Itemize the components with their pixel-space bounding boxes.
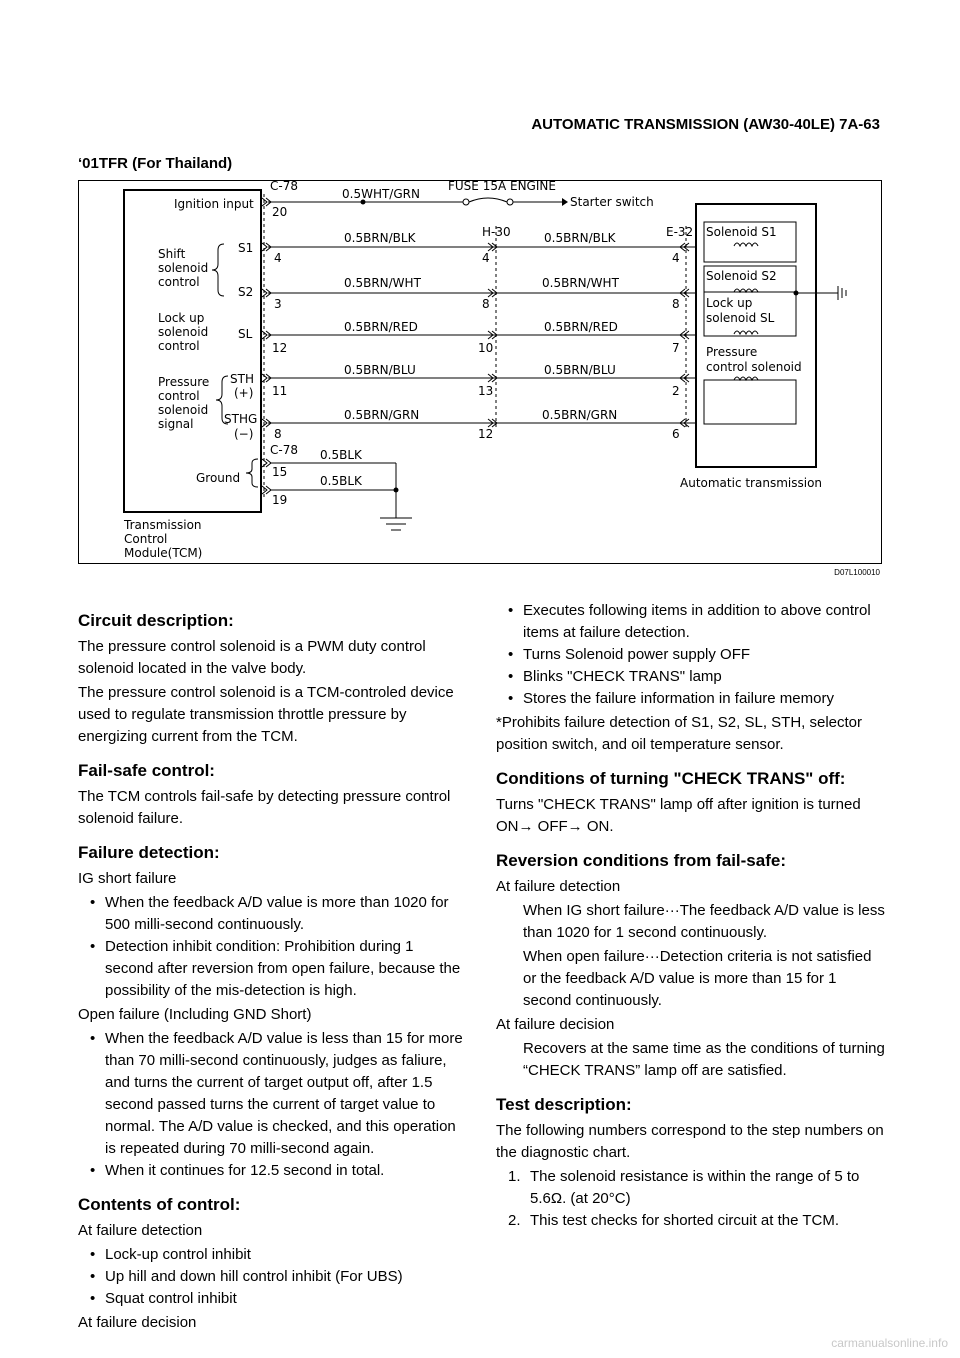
reversion-d1: When IG short failure···The feedback A/D value is less than 1020 for 1 second continuously.	[523, 902, 885, 941]
h30-pin-4: 4	[482, 251, 490, 265]
ig-short-label: IG short failure	[78, 870, 177, 887]
h30-pin-10: 10	[478, 341, 494, 355]
h30-pin-8: 8	[482, 297, 490, 311]
pressure-label-1: Pressure	[158, 375, 210, 389]
wire-brn-blk-2: 0.5BRN/BLK	[544, 231, 616, 245]
connector-e32: E-32	[666, 225, 694, 239]
prohibit-note: *Prohibits failure detection of S1, S2, SL, STH, selector position switch, and oil temperature sensor.	[496, 714, 863, 753]
list-item: • Lock-up control inhibit	[78, 1244, 466, 1266]
pressure-label-3: solenoid	[158, 403, 209, 417]
lockup-label-2: solenoid	[158, 325, 209, 339]
reversion-heading: Reversion conditions from fail-safe:	[496, 851, 786, 870]
open-failure-label: Open failure (Including GND Short)	[78, 1006, 312, 1023]
ground-label: Ground	[196, 471, 241, 485]
pin-sth-sign: (+)	[234, 386, 254, 400]
figure-code: D07L100010	[834, 568, 880, 577]
connector-h30: H-30	[482, 225, 511, 239]
wire-brn-wht-2: 0.5BRN/WHT	[542, 276, 619, 290]
connector-c78: C-78	[270, 180, 298, 193]
lockup-solenoid-label-2: solenoid SL	[706, 311, 775, 325]
e32-pin-2: 2	[672, 384, 680, 398]
reversion-d3: Recovers at the same time as the conditions of turning “CHECK TRANS” lamp off are satisfied.	[523, 1040, 885, 1079]
tcm-pin-15: 15	[272, 465, 288, 479]
pressure-label-2: control	[158, 389, 200, 403]
starter-switch-label: Starter switch	[570, 195, 654, 209]
e32-pin-6: 6	[672, 427, 680, 441]
e32-pin-7: 7	[672, 341, 680, 355]
solenoid-s1-label: Solenoid S1	[706, 225, 777, 239]
list-item: • When the feedback A/D value is more than 1020 for 500 milli-second continuously.	[78, 892, 466, 936]
failure-heading: Failure detection:	[78, 843, 220, 862]
shift-label-1: Shift	[158, 247, 186, 261]
failsafe-heading: Fail-safe control:	[78, 761, 215, 780]
test-step: 2. This test checks for shorted circuit at the TCM.	[508, 1212, 839, 1229]
pin-sthg-sign: (−)	[234, 427, 254, 441]
e32-pin-8: 8	[672, 297, 680, 311]
pressure-solenoid-label-2: control solenoid	[706, 360, 802, 374]
lockup-solenoid-label-1: Lock up	[706, 296, 753, 310]
reversion-d2: When open failure···Detection criteria is not satisfied or the feedback A/D value is more than 15 for 1 second continuously.	[523, 948, 872, 1009]
tcm-label-1: Transmission	[124, 518, 202, 532]
pin-s2: S2	[238, 285, 254, 299]
lockup-label-3: control	[158, 339, 200, 353]
automatic-transmission-label: Automatic transmission	[680, 476, 823, 490]
list-item: • Executes following items in addition to above control items at failure detection.	[496, 600, 888, 644]
tcm-pin-20: 20	[272, 205, 288, 219]
wire-brn-grn-1: 0.5BRN/GRN	[344, 408, 420, 422]
test-p1: The following numbers correspond to the step numbers on the diagnostic chart.	[496, 1122, 884, 1161]
pressure-solenoid-label-1: Pressure	[706, 345, 758, 359]
footer-watermark: carmanualsonline.info	[831, 1336, 948, 1350]
tcm-pin-8: 8	[274, 427, 282, 441]
tcm-pin-11: 11	[272, 384, 288, 398]
check-off-p1: Turns "CHECK TRANS" lamp off after ignition is turned ON→ OFF→ ON.	[496, 796, 861, 835]
h30-pin-12: 12	[478, 427, 494, 441]
list-item: • Squat control inhibit	[78, 1288, 466, 1310]
connector-c78-ground: C-78	[270, 443, 298, 457]
wire-brn-wht-1: 0.5BRN/WHT	[344, 276, 421, 290]
wire-brn-blu-2: 0.5BRN/BLU	[544, 363, 616, 377]
tcm-label-2: Control	[124, 532, 168, 546]
tcm-pin-19: 19	[272, 493, 288, 507]
shift-label-2: solenoid	[158, 261, 209, 275]
left-column	[78, 600, 466, 1336]
tcm-pin-3: 3	[274, 297, 282, 311]
wire-blk-1: 0.5BLK	[320, 448, 362, 462]
page-header: AUTOMATIC TRANSMISSION (AW30-40LE) 7A-63	[531, 116, 880, 133]
contents-detect-label: At failure detection	[78, 1222, 203, 1239]
wire-brn-blk-1: 0.5BRN/BLK	[344, 231, 416, 245]
pin-s1: S1	[238, 241, 254, 255]
wire-brn-blu-1: 0.5BRN/BLU	[344, 363, 416, 377]
contents-heading: Contents of control:	[78, 1195, 241, 1214]
reversion-detect-label: At failure detection	[496, 878, 621, 895]
e32-pin-4: 4	[672, 251, 680, 265]
wire-brn-grn-2: 0.5BRN/GRN	[542, 408, 618, 422]
wiring-diagram	[78, 180, 882, 564]
tcm-label-3: Module(TCM)	[124, 546, 203, 560]
ignition-input-label: Ignition input	[174, 197, 254, 211]
solenoid-s2-label: Solenoid S2	[706, 269, 777, 283]
list-item: • Stores the failure information in failure memory	[496, 688, 888, 710]
circuit-p1: The pressure control solenoid is a PWM duty control solenoid located in the valve body.	[78, 638, 426, 677]
list-item: • Blinks "CHECK TRANS" lamp	[496, 666, 888, 688]
model-subtitle: ‘01TFR (For Thailand)	[78, 155, 233, 172]
list-item: • Detection inhibit condition: Prohibition during 1 second after reversion from open failure, because the possibility of the mis-detection is high.	[78, 936, 466, 1002]
wire-brn-red-2: 0.5BRN/RED	[544, 320, 618, 334]
pin-sth: STH	[230, 372, 254, 386]
wire-ignition: 0.5WHT/GRN	[342, 187, 420, 201]
h30-pin-13: 13	[478, 384, 494, 398]
test-step: 1. The solenoid resistance is within the range of 5 to 5.6Ω. (at 20°C)	[508, 1168, 860, 1207]
wire-brn-red-1: 0.5BRN/RED	[344, 320, 418, 334]
right-column	[496, 600, 888, 1234]
list-item: • When the feedback A/D value is less than 15 for more than 70 milli-second continuously, judges as faliure, and turns the current of target output off, after 1.5 second passed turns the current of target value to normal. The A/D value is checked, and this operation is repeated during 70 milli-second again.	[78, 1028, 466, 1160]
pressure-label-4: signal	[158, 417, 194, 431]
check-off-heading: Conditions of turning "CHECK TRANS" off:	[496, 769, 846, 788]
shift-label-3: control	[158, 275, 200, 289]
list-item: • When it continues for 12.5 second in total.	[78, 1160, 466, 1182]
pin-sthg: STHG	[224, 412, 258, 426]
failsafe-p1: The TCM controls fail-safe by detecting pressure control solenoid failure.	[78, 788, 451, 827]
test-heading: Test description:	[496, 1095, 632, 1114]
tcm-pin-12: 12	[272, 341, 288, 355]
list-item: • Up hill and down hill control inhibit (For UBS)	[78, 1266, 466, 1288]
tcm-pin-4: 4	[274, 251, 282, 265]
contents-decision-label: At failure decision	[78, 1314, 197, 1331]
list-item: • Turns Solenoid power supply OFF	[496, 644, 888, 666]
fuse-label: FUSE 15A ENGINE	[448, 180, 556, 193]
circuit-p2: The pressure control solenoid is a TCM-controled device used to regulate transmission throttle pressure by energizing current from the TCM.	[78, 684, 454, 745]
wire-blk-2: 0.5BLK	[320, 474, 362, 488]
circuit-heading: Circuit description:	[78, 611, 234, 630]
reversion-decision-label: At failure decision	[496, 1016, 615, 1033]
lockup-label-1: Lock up	[158, 311, 205, 325]
pin-sl: SL	[238, 327, 253, 341]
